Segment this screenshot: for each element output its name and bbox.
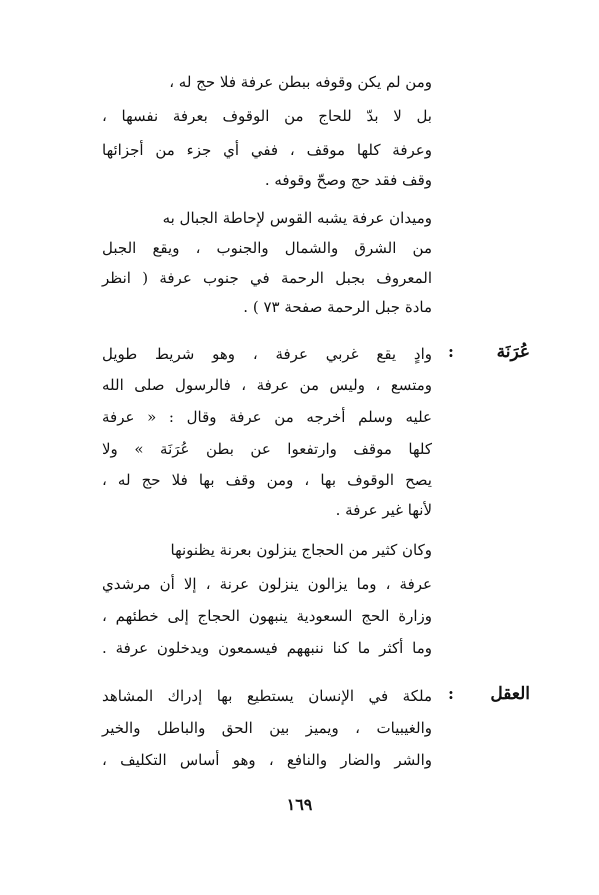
text-line: المعروف بجبل الرحمة في جنوب عرفة ( انظر: [102, 269, 432, 287]
text-line: ومتسع ، وليس من عرفة ، فالرسول صلى الله: [102, 376, 432, 394]
text-line: كلها موقف وارتفعوا عن بطن عُرَنَة » ولا: [102, 440, 432, 458]
entry-separator: :: [448, 342, 454, 361]
text-line: وقف فقد حج وصحّ وقوفه .: [264, 171, 432, 189]
text-line: لأنها غير عرفة .: [335, 501, 432, 519]
entry-separator: :: [448, 684, 454, 703]
text-line: ملكة في الإنسان يستطيع بها إدراك المشاهد: [102, 687, 432, 705]
page-number: ١٦٩: [286, 795, 313, 814]
text-line: والغيبيات ، ويميز بين الحق والباطل والخير: [102, 719, 432, 737]
entry-term: العقل: [490, 684, 530, 704]
text-line: وما أكثر ما كنا ننبههم فيسمعون ويدخلون عرفة .: [102, 639, 432, 657]
text-line: مادة جبل الرحمة صفحة ٧٣ ) .: [243, 298, 432, 316]
text-line: وزارة الحج السعودية ينبهون الحجاج إلى خطئهم ،: [102, 607, 432, 625]
text-line: والشر والضار والنافع ، وهو أساس التكليف ،: [102, 751, 432, 769]
entry-term: عُرَنَة: [496, 342, 530, 362]
text-line: وكان كثير من الحجاج ينزلون بعرنة يظنونها: [170, 541, 432, 559]
text-line: من الشرق والشمال والجنوب ، ويقع الجبل: [102, 239, 432, 257]
text-line: عرفة ، وما يزالون ينزلون عرنة ، إلا أن مرشدي: [102, 575, 432, 593]
text-line: وعرفة كلها موقف ، ففي أي جزء من أجزائها: [102, 141, 432, 159]
text-line: ومن لم يكن وقوفه ببطن عرفة فلا حج له ،: [169, 73, 432, 91]
text-line: عليه وسلم أخرجه من عرفة وقال : « عرفة: [102, 408, 432, 426]
text-line: يصح الوقوف بها ، ومن وقف بها فلا حج له ،: [102, 471, 432, 489]
text-line: وادٍ يقع غربي عرفة ، وهو شريط طويل: [102, 345, 432, 363]
text-line: بل لا بدّ للحاج من الوقوف بعرفة نفسها ،: [102, 107, 432, 125]
text-line: وميدان عرفة يشبه القوس لإحاطة الجبال به: [162, 209, 432, 227]
